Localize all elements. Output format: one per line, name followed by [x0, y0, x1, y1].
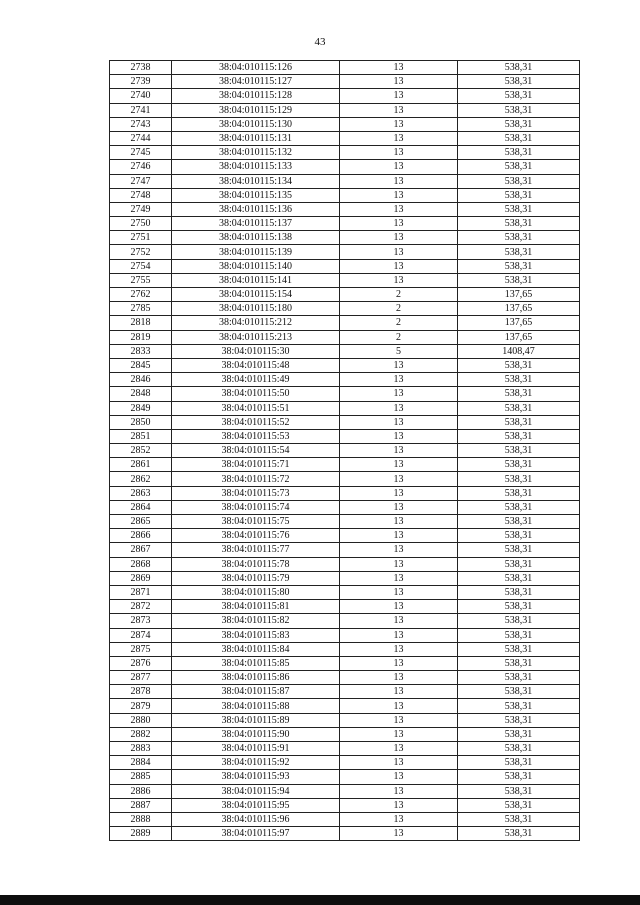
table-row	[110, 415, 580, 429]
table-row	[110, 75, 580, 89]
count-cell: 13	[340, 671, 458, 685]
count-cell: 13	[340, 259, 458, 273]
count-cell: 13	[340, 217, 458, 231]
value-cell: 137,65	[458, 316, 580, 330]
cadastral-number-cell: 38:04:010115:77	[172, 543, 340, 557]
row-number-cell: 2882	[110, 727, 172, 741]
value-cell: 538,31	[458, 444, 580, 458]
value-cell: 538,31	[458, 571, 580, 585]
cadastral-number-cell: 38:04:010115:76	[172, 529, 340, 543]
count-cell: 13	[340, 827, 458, 841]
count-cell: 13	[340, 472, 458, 486]
row-number-cell: 2819	[110, 330, 172, 344]
count-cell: 13	[340, 812, 458, 826]
table-row	[110, 358, 580, 372]
count-cell: 13	[340, 727, 458, 741]
cadastral-number-cell: 38:04:010115:81	[172, 600, 340, 614]
row-number-cell: 2889	[110, 827, 172, 841]
value-cell: 538,31	[458, 231, 580, 245]
cadastral-number-cell: 38:04:010115:72	[172, 472, 340, 486]
value-cell: 538,31	[458, 174, 580, 188]
value-cell: 538,31	[458, 656, 580, 670]
table-row	[110, 784, 580, 798]
value-cell: 538,31	[458, 798, 580, 812]
value-cell: 538,31	[458, 614, 580, 628]
row-number-cell: 2863	[110, 486, 172, 500]
table-row	[110, 273, 580, 287]
table-row	[110, 628, 580, 642]
count-cell: 13	[340, 656, 458, 670]
value-cell: 538,31	[458, 472, 580, 486]
row-number-cell: 2851	[110, 429, 172, 443]
cadastral-number-cell: 38:04:010115:51	[172, 401, 340, 415]
value-cell: 538,31	[458, 671, 580, 685]
value-cell: 538,31	[458, 742, 580, 756]
value-cell: 538,31	[458, 784, 580, 798]
value-cell: 538,31	[458, 515, 580, 529]
cadastral-number-cell: 38:04:010115:87	[172, 685, 340, 699]
row-number-cell: 2785	[110, 302, 172, 316]
table-row	[110, 316, 580, 330]
row-number-cell: 2885	[110, 770, 172, 784]
cadastral-number-cell: 38:04:010115:88	[172, 699, 340, 713]
count-cell: 13	[340, 202, 458, 216]
cadastral-number-cell: 38:04:010115:134	[172, 174, 340, 188]
count-cell: 13	[340, 614, 458, 628]
value-cell: 538,31	[458, 699, 580, 713]
table-row	[110, 472, 580, 486]
table-row	[110, 458, 580, 472]
count-cell: 13	[340, 273, 458, 287]
value-cell: 538,31	[458, 415, 580, 429]
row-number-cell: 2751	[110, 231, 172, 245]
value-cell: 538,31	[458, 89, 580, 103]
count-cell: 2	[340, 330, 458, 344]
row-number-cell: 2850	[110, 415, 172, 429]
row-number-cell: 2852	[110, 444, 172, 458]
count-cell: 13	[340, 174, 458, 188]
count-cell: 13	[340, 387, 458, 401]
cadastral-number-cell: 38:04:010115:53	[172, 429, 340, 443]
value-cell: 538,31	[458, 770, 580, 784]
table-row	[110, 302, 580, 316]
value-cell: 538,31	[458, 727, 580, 741]
cadastral-number-cell: 38:04:010115:50	[172, 387, 340, 401]
row-number-cell: 2874	[110, 628, 172, 642]
table-row	[110, 160, 580, 174]
table-row	[110, 444, 580, 458]
value-cell: 538,31	[458, 373, 580, 387]
row-number-cell: 2744	[110, 131, 172, 145]
value-cell: 538,31	[458, 188, 580, 202]
row-number-cell: 2749	[110, 202, 172, 216]
row-number-cell: 2865	[110, 515, 172, 529]
table-row	[110, 245, 580, 259]
value-cell: 538,31	[458, 202, 580, 216]
table-row	[110, 89, 580, 103]
row-number-cell: 2866	[110, 529, 172, 543]
cadastral-number-cell: 38:04:010115:89	[172, 713, 340, 727]
count-cell: 13	[340, 75, 458, 89]
cadastral-number-cell: 38:04:010115:96	[172, 812, 340, 826]
row-number-cell: 2878	[110, 685, 172, 699]
count-cell: 13	[340, 117, 458, 131]
count-cell: 13	[340, 699, 458, 713]
cadastral-number-cell: 38:04:010115:126	[172, 61, 340, 75]
value-cell: 538,31	[458, 642, 580, 656]
table-row	[110, 500, 580, 514]
row-number-cell: 2879	[110, 699, 172, 713]
table-row	[110, 742, 580, 756]
count-cell: 13	[340, 373, 458, 387]
row-number-cell: 2887	[110, 798, 172, 812]
value-cell: 538,31	[458, 500, 580, 514]
value-cell: 538,31	[458, 217, 580, 231]
table-row	[110, 231, 580, 245]
cadastral-number-cell: 38:04:010115:71	[172, 458, 340, 472]
cadastral-number-cell: 38:04:010115:73	[172, 486, 340, 500]
cadastral-number-cell: 38:04:010115:129	[172, 103, 340, 117]
count-cell: 13	[340, 61, 458, 75]
row-number-cell: 2883	[110, 742, 172, 756]
row-number-cell: 2748	[110, 188, 172, 202]
value-cell: 1408,47	[458, 344, 580, 358]
row-number-cell: 2848	[110, 387, 172, 401]
table-row	[110, 515, 580, 529]
table-row	[110, 429, 580, 443]
cadastral-number-cell: 38:04:010115:154	[172, 288, 340, 302]
table-body	[110, 61, 580, 841]
row-number-cell: 2755	[110, 273, 172, 287]
table-row	[110, 600, 580, 614]
row-number-cell: 2849	[110, 401, 172, 415]
row-number-cell: 2880	[110, 713, 172, 727]
table-row	[110, 685, 580, 699]
table-row	[110, 486, 580, 500]
table-row	[110, 103, 580, 117]
table-row	[110, 117, 580, 131]
count-cell: 13	[340, 685, 458, 699]
table-row	[110, 770, 580, 784]
value-cell: 538,31	[458, 401, 580, 415]
cadastral-number-cell: 38:04:010115:94	[172, 784, 340, 798]
cadastral-number-cell: 38:04:010115:127	[172, 75, 340, 89]
cadastral-number-cell: 38:04:010115:30	[172, 344, 340, 358]
table-row	[110, 557, 580, 571]
table-row	[110, 827, 580, 841]
count-cell: 13	[340, 245, 458, 259]
count-cell: 13	[340, 500, 458, 514]
cadastral-number-cell: 38:04:010115:95	[172, 798, 340, 812]
count-cell: 13	[340, 160, 458, 174]
count-cell: 2	[340, 302, 458, 316]
count-cell: 13	[340, 529, 458, 543]
table-row	[110, 585, 580, 599]
row-number-cell: 2888	[110, 812, 172, 826]
cadastral-number-cell: 38:04:010115:213	[172, 330, 340, 344]
row-number-cell: 2762	[110, 288, 172, 302]
table-row	[110, 614, 580, 628]
row-number-cell: 2871	[110, 585, 172, 599]
count-cell: 13	[340, 415, 458, 429]
table-row	[110, 812, 580, 826]
table-row	[110, 656, 580, 670]
cadastral-number-cell: 38:04:010115:212	[172, 316, 340, 330]
row-number-cell: 2873	[110, 614, 172, 628]
value-cell: 538,31	[458, 358, 580, 372]
count-cell: 13	[340, 89, 458, 103]
value-cell: 137,65	[458, 302, 580, 316]
cadastral-number-cell: 38:04:010115:138	[172, 231, 340, 245]
cadastral-number-cell: 38:04:010115:52	[172, 415, 340, 429]
table-row	[110, 543, 580, 557]
value-cell: 538,31	[458, 713, 580, 727]
value-cell: 538,31	[458, 685, 580, 699]
cadastral-number-cell: 38:04:010115:133	[172, 160, 340, 174]
cadastral-number-cell: 38:04:010115:82	[172, 614, 340, 628]
count-cell: 2	[340, 288, 458, 302]
value-cell: 538,31	[458, 387, 580, 401]
count-cell: 13	[340, 231, 458, 245]
table-row	[110, 217, 580, 231]
table-row	[110, 571, 580, 585]
count-cell: 13	[340, 571, 458, 585]
cadastral-number-cell: 38:04:010115:91	[172, 742, 340, 756]
value-cell: 538,31	[458, 117, 580, 131]
row-number-cell: 2818	[110, 316, 172, 330]
value-cell: 538,31	[458, 543, 580, 557]
count-cell: 13	[340, 642, 458, 656]
value-cell: 538,31	[458, 245, 580, 259]
value-cell: 538,31	[458, 486, 580, 500]
count-cell: 13	[340, 770, 458, 784]
row-number-cell: 2754	[110, 259, 172, 273]
row-number-cell: 2877	[110, 671, 172, 685]
count-cell: 13	[340, 600, 458, 614]
value-cell: 538,31	[458, 557, 580, 571]
table-row	[110, 188, 580, 202]
cadastral-number-cell: 38:04:010115:85	[172, 656, 340, 670]
table-row	[110, 529, 580, 543]
count-cell: 13	[340, 429, 458, 443]
cadastral-number-cell: 38:04:010115:136	[172, 202, 340, 216]
table-row	[110, 671, 580, 685]
count-cell: 2	[340, 316, 458, 330]
cadastral-number-cell: 38:04:010115:180	[172, 302, 340, 316]
row-number-cell: 2845	[110, 358, 172, 372]
table-row	[110, 798, 580, 812]
count-cell: 5	[340, 344, 458, 358]
table-row	[110, 146, 580, 160]
count-cell: 13	[340, 103, 458, 117]
cadastral-number-cell: 38:04:010115:78	[172, 557, 340, 571]
count-cell: 13	[340, 515, 458, 529]
value-cell: 538,31	[458, 827, 580, 841]
row-number-cell: 2846	[110, 373, 172, 387]
count-cell: 13	[340, 585, 458, 599]
row-number-cell: 2869	[110, 571, 172, 585]
cadastral-number-cell: 38:04:010115:92	[172, 756, 340, 770]
table-row	[110, 642, 580, 656]
value-cell: 538,31	[458, 103, 580, 117]
count-cell: 13	[340, 458, 458, 472]
cadastral-number-cell: 38:04:010115:93	[172, 770, 340, 784]
table-row	[110, 699, 580, 713]
table-row	[110, 330, 580, 344]
count-cell: 13	[340, 713, 458, 727]
value-cell: 538,31	[458, 61, 580, 75]
count-cell: 13	[340, 188, 458, 202]
table-row	[110, 713, 580, 727]
count-cell: 13	[340, 543, 458, 557]
value-cell: 538,31	[458, 458, 580, 472]
value-cell: 538,31	[458, 812, 580, 826]
row-number-cell: 2861	[110, 458, 172, 472]
value-cell: 538,31	[458, 259, 580, 273]
count-cell: 13	[340, 798, 458, 812]
page-number: 43	[314, 36, 326, 48]
cadastral-number-cell: 38:04:010115:84	[172, 642, 340, 656]
value-cell: 538,31	[458, 75, 580, 89]
row-number-cell: 2833	[110, 344, 172, 358]
count-cell: 13	[340, 628, 458, 642]
cadastral-number-cell: 38:04:010115:80	[172, 585, 340, 599]
count-cell: 13	[340, 358, 458, 372]
cadastral-number-cell: 38:04:010115:141	[172, 273, 340, 287]
row-number-cell: 2868	[110, 557, 172, 571]
table-row	[110, 131, 580, 145]
cadastral-number-cell: 38:04:010115:83	[172, 628, 340, 642]
count-cell: 13	[340, 742, 458, 756]
count-cell: 13	[340, 784, 458, 798]
row-number-cell: 2739	[110, 75, 172, 89]
count-cell: 13	[340, 557, 458, 571]
cadastral-number-cell: 38:04:010115:128	[172, 89, 340, 103]
scan-edge-band	[0, 895, 640, 905]
cadastral-number-cell: 38:04:010115:97	[172, 827, 340, 841]
table-row	[110, 401, 580, 415]
row-number-cell: 2746	[110, 160, 172, 174]
table-row	[110, 727, 580, 741]
row-number-cell: 2747	[110, 174, 172, 188]
table-row	[110, 259, 580, 273]
cadastral-number-cell: 38:04:010115:79	[172, 571, 340, 585]
row-number-cell: 2743	[110, 117, 172, 131]
cadastral-number-cell: 38:04:010115:139	[172, 245, 340, 259]
count-cell: 13	[340, 756, 458, 770]
cadastral-number-cell: 38:04:010115:86	[172, 671, 340, 685]
cadastral-number-cell: 38:04:010115:135	[172, 188, 340, 202]
count-cell: 13	[340, 444, 458, 458]
value-cell: 538,31	[458, 131, 580, 145]
cadastral-number-cell: 38:04:010115:137	[172, 217, 340, 231]
value-cell: 137,65	[458, 288, 580, 302]
value-cell: 538,31	[458, 600, 580, 614]
table-row	[110, 387, 580, 401]
value-cell: 538,31	[458, 146, 580, 160]
row-number-cell: 2886	[110, 784, 172, 798]
count-cell: 13	[340, 146, 458, 160]
row-number-cell: 2750	[110, 217, 172, 231]
cadastral-number-cell: 38:04:010115:74	[172, 500, 340, 514]
value-cell: 538,31	[458, 529, 580, 543]
cadastral-number-cell: 38:04:010115:75	[172, 515, 340, 529]
value-cell: 538,31	[458, 273, 580, 287]
table-row	[110, 174, 580, 188]
cadastral-number-cell: 38:04:010115:48	[172, 358, 340, 372]
count-cell: 13	[340, 401, 458, 415]
row-number-cell: 2872	[110, 600, 172, 614]
table-row	[110, 61, 580, 75]
row-number-cell: 2864	[110, 500, 172, 514]
cadastral-number-cell: 38:04:010115:54	[172, 444, 340, 458]
value-cell: 538,31	[458, 756, 580, 770]
value-cell: 538,31	[458, 429, 580, 443]
table-row	[110, 373, 580, 387]
cadastral-number-cell: 38:04:010115:132	[172, 146, 340, 160]
table-row	[110, 344, 580, 358]
row-number-cell: 2862	[110, 472, 172, 486]
row-number-cell: 2867	[110, 543, 172, 557]
cadastral-number-cell: 38:04:010115:131	[172, 131, 340, 145]
row-number-cell: 2876	[110, 656, 172, 670]
cadastral-number-cell: 38:04:010115:130	[172, 117, 340, 131]
row-number-cell: 2884	[110, 756, 172, 770]
row-number-cell: 2740	[110, 89, 172, 103]
row-number-cell: 2875	[110, 642, 172, 656]
row-number-cell: 2745	[110, 146, 172, 160]
count-cell: 13	[340, 131, 458, 145]
row-number-cell: 2741	[110, 103, 172, 117]
table-row	[110, 756, 580, 770]
row-number-cell: 2738	[110, 61, 172, 75]
cadastral-number-cell: 38:04:010115:90	[172, 727, 340, 741]
row-number-cell: 2752	[110, 245, 172, 259]
value-cell: 538,31	[458, 585, 580, 599]
count-cell: 13	[340, 486, 458, 500]
value-cell: 538,31	[458, 160, 580, 174]
cadastral-number-cell: 38:04:010115:49	[172, 373, 340, 387]
cadastral-number-cell: 38:04:010115:140	[172, 259, 340, 273]
value-cell: 538,31	[458, 628, 580, 642]
value-cell: 137,65	[458, 330, 580, 344]
table-row	[110, 202, 580, 216]
table-row	[110, 288, 580, 302]
cadastral-table	[109, 60, 580, 841]
